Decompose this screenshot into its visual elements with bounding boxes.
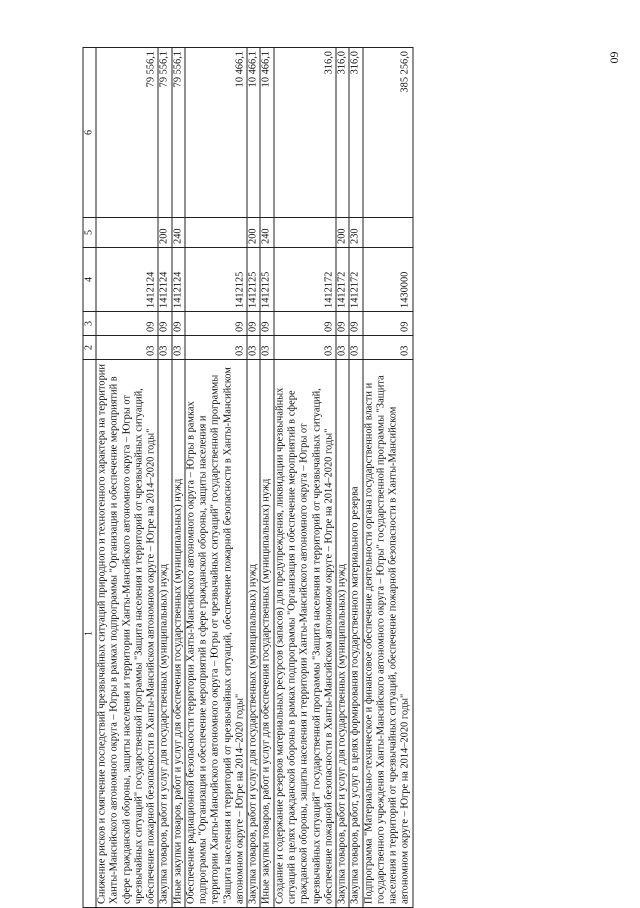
row-section: 03 [274,336,336,360]
row-subsection: 09 [349,312,362,336]
row-subsection: 09 [260,312,273,336]
table-row [260,48,273,908]
row-expense-type [96,218,158,248]
row-amount: 10 466,1 [260,48,273,218]
header-col-6: 6 [83,48,96,218]
header-col-4: 4 [83,248,96,312]
table-row [185,48,247,908]
row-section: 03 [96,336,158,360]
row-name: Закупка товаров, работ и услуг для государственных (муниципальных) нужд [247,360,260,908]
row-section: 03 [185,336,247,360]
row-amount: 316,0 [349,48,362,218]
row-section: 03 [349,336,362,360]
table-body [83,48,413,908]
row-name: Подпрограмма "Материально-техническое и финансовое обеспечение деятельности органа государственной власти и государственного учреждения Ханты-Мансийского автономного округа – Югры" государственной программы "Защита населения и территорий от чрезвычайных ситуаций, обеспечение пожарной безопасности в Ханты-Мансийском автономном округе – Югре на 2014–2020 годы" [363,360,413,908]
row-target-article: 1412124 [158,248,171,312]
row-section: 03 [158,336,171,360]
row-target-article: 1412172 [349,248,362,312]
table-row [96,48,158,908]
row-name: Создание и содержание резервов материальных ресурсов (запасов) для предупреждения, ликвидации чрезвычайных ситуаций в целях гражданской обороны в рамках подпрограммы "Организация и обеспечение мероприятий в сфере гражданской обороны, защиты населения и территории Ханты-Мансийского автономного округа – Югры от чрезвычайных ситуаций" государственной программы "Защита населения и территорий от чрезвычайных ситуаций, обеспечение пожарной безопасности в Ханты-Мансийском автономном округе – Югре на 2014–2020 годы" [274,360,336,908]
header-col-3: 3 [83,312,96,336]
row-subsection: 09 [336,312,349,336]
row-amount: 79 556,1 [158,48,171,218]
row-name: Обеспечение радиационной безопасности территории Ханты-Мансийского автономного округа – Югры в рамках подпрограммы "Организация и обеспечение мероприятий в сфере гражданской обороны, защиты населения и территории Ханты-Мансийского автономного округа – Югры от чрезвычайных ситуаций" государственной программы "Защита населения и территорий от чрезвычайных ситуаций, обеспечение пожарной безопасности в Ханты-Мансийском автономном округе – Югре на 2014–2020 годы" [185,360,247,908]
row-name: Снижение рисков и смягчение последствий чрезвычайных ситуаций природного и техногенного характера на территории Ханты-Мансийского автономного округа – Югры в рамках подпрограммы "Организация и обеспечение мероприятий в сфере гражданской обороны, защиты населения и территории Ханты-Мансийского автономного округа – Югры от чрезвычайных ситуаций" государственной программы "Защита населения и территорий от чрезвычайных ситуаций, обеспечение пожарной безопасности в Ханты-Мансийском автономном округе – Югре на 2014–2020 годы" [96,360,158,908]
row-target-article: 1412125 [260,248,273,312]
row-subsection: 09 [96,312,158,336]
page-number: 60 [607,51,622,64]
row-subsection: 09 [247,312,260,336]
row-expense-type: 200 [247,218,260,248]
table-header-row [83,48,96,908]
table-row [172,48,185,908]
row-target-article: 1412124 [96,248,158,312]
row-expense-type: 240 [260,218,273,248]
row-amount: 10 466,1 [185,48,247,218]
row-section: 03 [172,336,185,360]
row-name: Иные закупки товаров, работ и услуг для обеспечения государственных (муниципальных) нужд [260,360,273,908]
row-section: 03 [336,336,349,360]
row-section: 03 [260,336,273,360]
row-target-article: 1430000 [363,248,413,312]
budget-table [83,47,414,908]
table-row [247,48,260,908]
row-amount: 316,0 [274,48,336,218]
row-subsection: 09 [172,312,185,336]
header-col-2: 2 [83,336,96,360]
row-name: Закупка товаров, работ и услуг для государственных (муниципальных) нужд [336,360,349,908]
row-target-article: 1412125 [185,248,247,312]
budget-sheet [83,48,558,908]
row-expense-type [274,218,336,248]
row-expense-type: 240 [172,218,185,248]
row-section: 03 [363,336,413,360]
row-name: Иные закупки товаров, работ и услуг для обеспечения государственных (муниципальных) нужд [172,360,185,908]
row-name: Закупка товаров, работ и услуг для государственных (муниципальных) нужд [158,360,171,908]
row-subsection: 09 [158,312,171,336]
header-col-1: 1 [83,360,96,908]
table-row [274,48,336,908]
table-row [158,48,171,908]
row-subsection: 09 [363,312,413,336]
row-amount: 316,0 [336,48,349,218]
row-section: 03 [247,336,260,360]
row-target-article: 1412172 [274,248,336,312]
row-amount: 79 556,1 [172,48,185,218]
row-target-article: 1412124 [172,248,185,312]
row-expense-type: 230 [349,218,362,248]
row-target-article: 1412125 [247,248,260,312]
row-amount: 10 466,1 [247,48,260,218]
row-subsection: 09 [185,312,247,336]
header-col-5: 5 [83,218,96,248]
row-amount: 385 256,0 [363,48,413,218]
table-row [363,48,413,908]
row-target-article: 1412172 [336,248,349,312]
row-expense-type: 200 [158,218,171,248]
row-expense-type: 200 [336,218,349,248]
row-subsection: 09 [274,312,336,336]
row-expense-type [363,218,413,248]
row-expense-type [185,218,247,248]
table-row [336,48,349,908]
table-row [349,48,362,908]
row-name: Закупка товаров, работ, услуг в целях формирования государственного материального резерва [349,360,362,908]
row-amount: 79 556,1 [96,48,158,218]
